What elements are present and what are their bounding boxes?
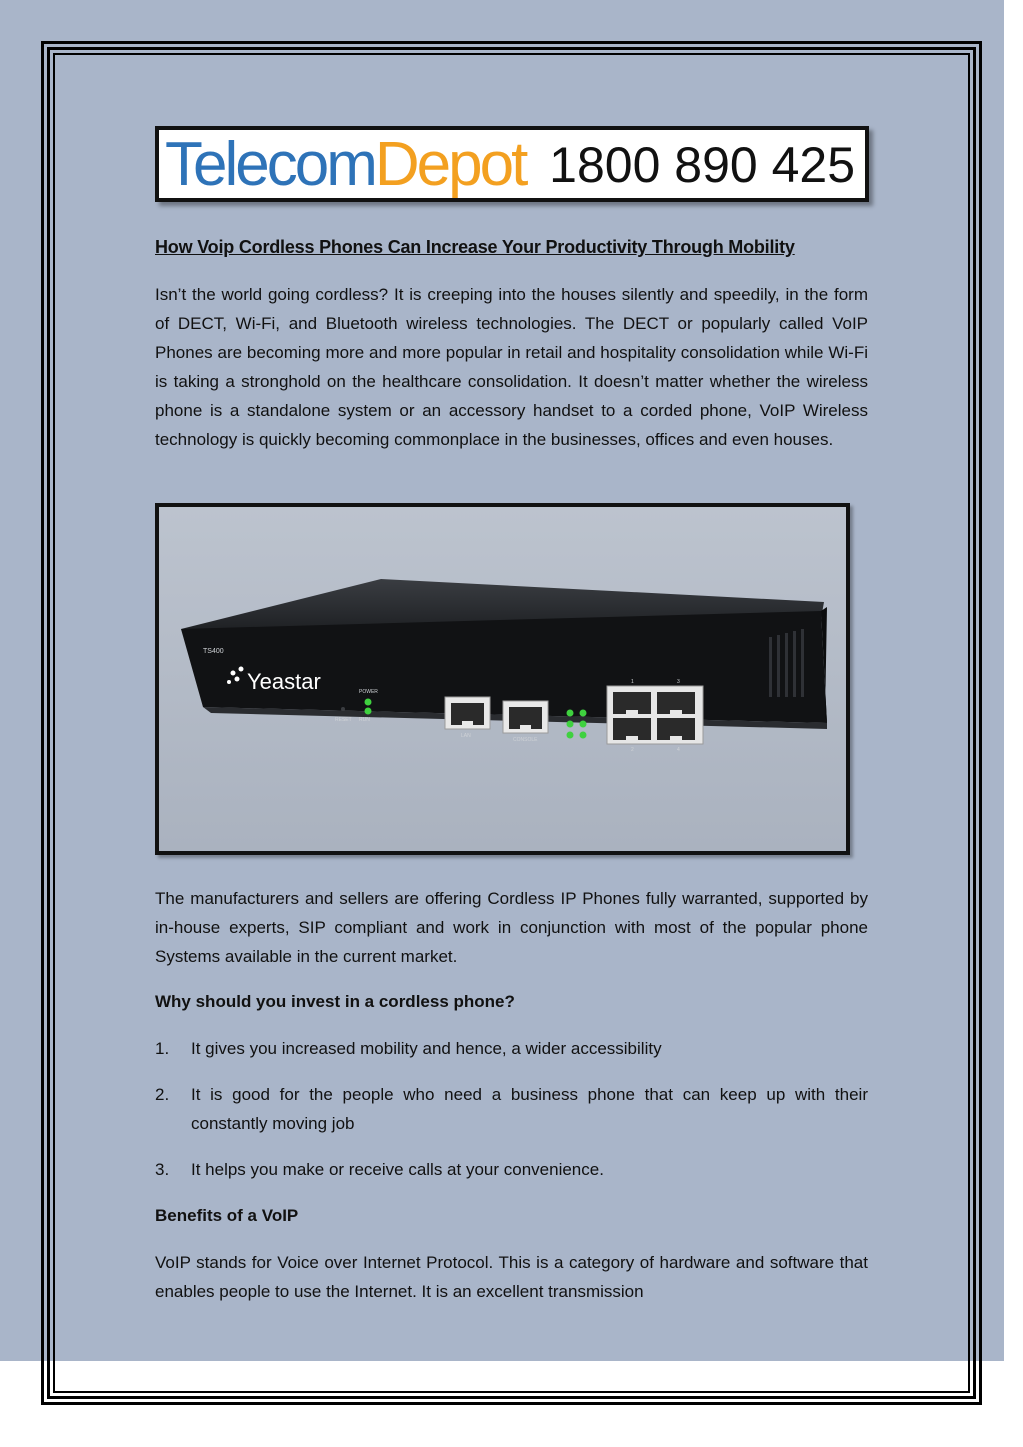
logo-telecom: Telecom — [165, 130, 375, 199]
logo-depot: Depot — [374, 130, 526, 199]
list-number: 2. — [155, 1085, 170, 1104]
voip-definition-paragraph: VoIP stands for Voice over Internet Protocol. This is a category of hardware and software that enables people to use the Internet. It is an excellent transmission — [155, 1253, 868, 1301]
section-heading-benefits: Benefits of a VoIP — [155, 1206, 299, 1225]
run-label: RUN — [359, 717, 370, 723]
section-heading-why-invest: Why should you invest in a cordless phone? — [155, 992, 515, 1011]
list-item — [155, 1155, 868, 1184]
list-item — [155, 1080, 868, 1138]
port-3-label: 3 — [677, 679, 680, 685]
product-photo — [155, 503, 850, 855]
list-text: It helps you make or receive calls at your convenience. — [191, 1160, 604, 1179]
port-4-label: 4 — [677, 747, 680, 753]
telecom-depot-banner — [155, 126, 869, 202]
intro-paragraph: Isn’t the world going cordless? It is creeping into the houses silently and speedily, in the form of DECT, Wi-Fi, and Bluetooth wireless technologies. The DECT or popularly called VoIP Phones are becoming more and more popular in retail and hospitality consolidation while Wi-Fi is taking a stronghold on the healthcare consolidation. It doesn’t matter whether the wireless phone is a standalone system or an accessory handset to a corded phone, VoIP Wireless technology is quickly becoming commonplace in the businesses, offices and even houses. — [155, 285, 868, 449]
console-label: CONSOLE — [513, 737, 538, 743]
led-indicator-icon — [365, 699, 372, 706]
warranty-paragraph: The manufacturers and sellers are offering Cordless IP Phones fully warranted, supported by in-house experts, SIP compliant and work in conjunction with most of the popular phone Systems available in the current market. — [155, 889, 868, 966]
yeastar-gateway-illustration — [159, 507, 846, 851]
article-headline: How Voip Cordless Phones Can Increase Your Productivity Through Mobility — [155, 237, 795, 257]
phone-port-block — [607, 686, 703, 744]
list-item — [155, 1034, 868, 1063]
list-number: 1. — [155, 1039, 170, 1058]
reset-button-icon — [341, 707, 345, 711]
ethernet-port-icon — [503, 701, 548, 733]
port-1-label: 1 — [631, 679, 634, 685]
reset-label: RESET — [335, 717, 352, 723]
power-label: POWER — [359, 689, 378, 695]
list-number: 3. — [155, 1160, 170, 1179]
list-text: It is good for the people who need a business phone that can keep up with their constantly moving job — [191, 1085, 868, 1133]
ethernet-port-icon — [445, 697, 490, 729]
lan-label: LAN — [461, 733, 471, 739]
logo-phone-number: 1800 890 425 — [549, 137, 855, 193]
device-model-label: TS400 — [203, 648, 224, 655]
list-text: It gives you increased mobility and hence, a wider accessibility — [191, 1039, 662, 1058]
port-2-label: 2 — [631, 747, 634, 753]
led-indicator-icon — [365, 708, 372, 715]
device-brand: Yeastar — [247, 669, 321, 694]
logo-wordmark — [165, 130, 525, 200]
